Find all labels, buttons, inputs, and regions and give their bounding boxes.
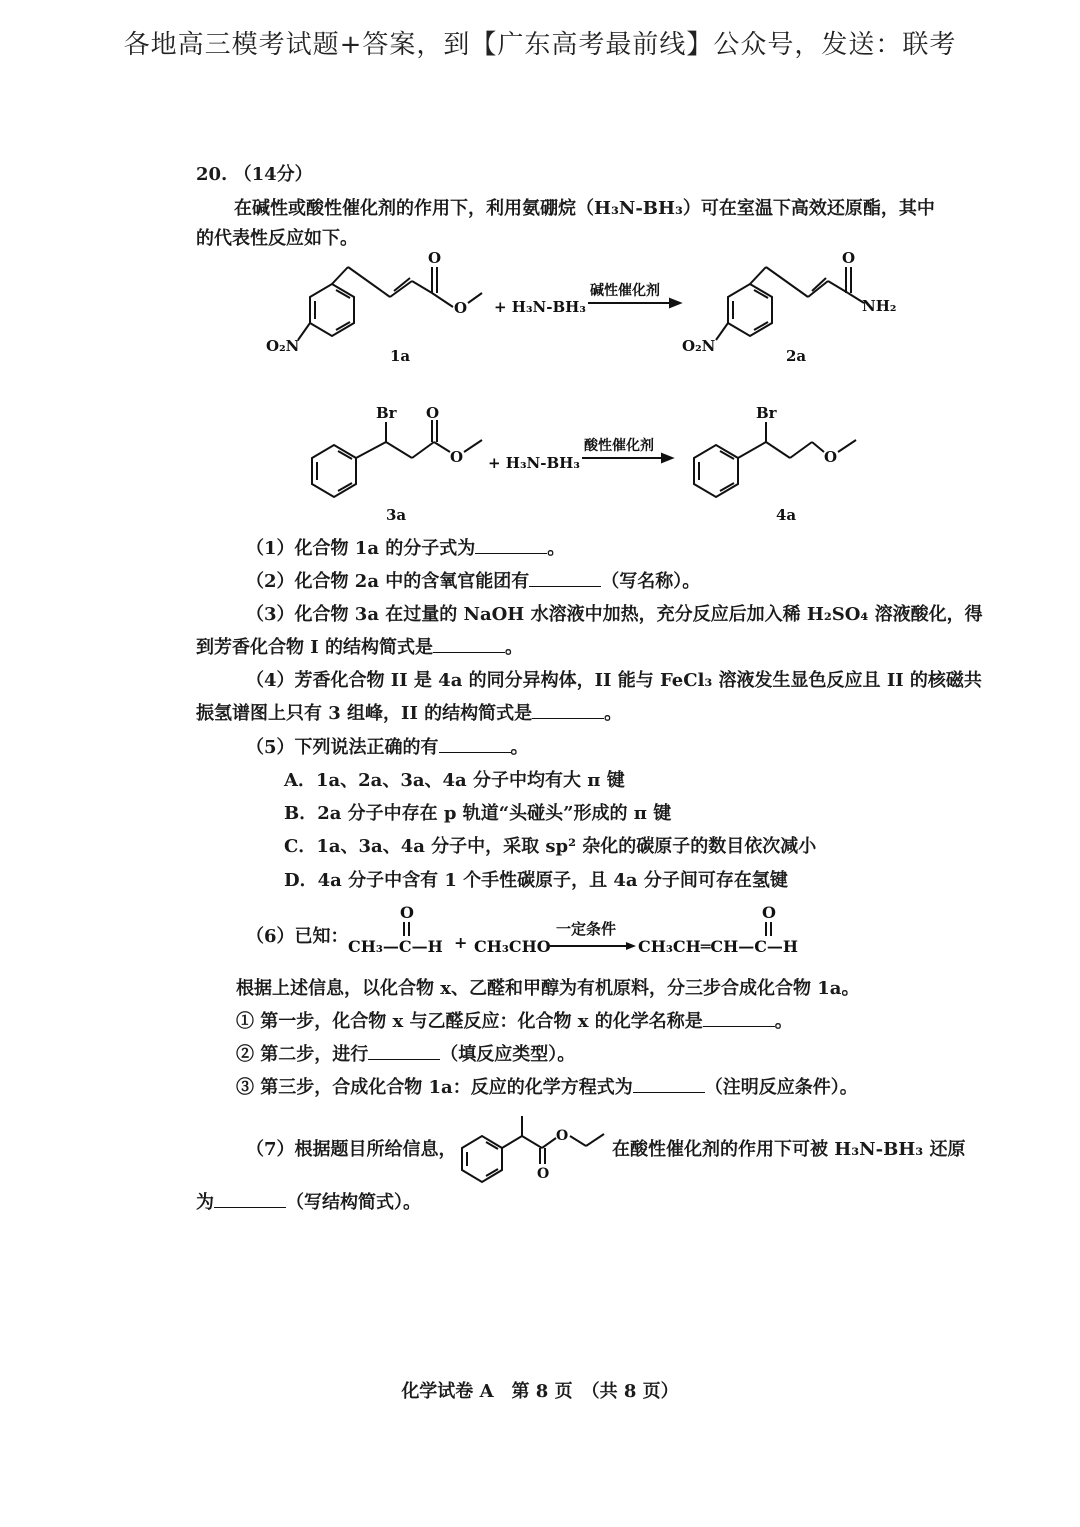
3a-carbonyl-o: O bbox=[426, 404, 440, 422]
question-points: （14分） bbox=[233, 164, 313, 185]
4a-br: Br bbox=[756, 404, 777, 422]
part-3-suffix: 。 bbox=[504, 637, 523, 658]
part-6-prefix: （6）已知： bbox=[246, 926, 349, 947]
intro-line-1: 在碱性或酸性催化剂的作用下，利用氨硼烷（H₃N-BH₃）可在室温下高效还原酯，其中 bbox=[234, 198, 935, 219]
step-3-text: ③ 第三步，合成化合物 1a：反应的化学方程式为 bbox=[236, 1077, 633, 1098]
part-7-structure bbox=[452, 1108, 612, 1184]
p7-carbonyl-o: O bbox=[537, 1166, 550, 1182]
part-1-blank bbox=[475, 535, 547, 554]
option-b: B．2a 分子中存在 p 轨道“头碰头”形成的 π 键 bbox=[284, 803, 672, 824]
part-4-suffix: 。 bbox=[604, 703, 623, 724]
option-c: C．1a、3a、4a 分子中，采取 sp² 杂化的碳原子的数目依次减小 bbox=[284, 836, 817, 857]
part-6-step-2 bbox=[236, 1040, 575, 1066]
part-6-reaction bbox=[340, 898, 830, 962]
question-heading bbox=[196, 160, 313, 186]
part-4-blank bbox=[532, 700, 604, 719]
part-3-line-1: （3）化合物 3a 在过量的 NaOH 水溶液中加热，充分反应后加入稀 H₂SO₄ 溶液酸化，得 bbox=[246, 604, 983, 625]
step-1-blank bbox=[703, 1008, 775, 1027]
step-2-suffix: （填反应类型）。 bbox=[440, 1044, 576, 1065]
r1-reagent: + H₃N-BH₃ bbox=[494, 298, 586, 316]
part-2-text: （2）化合物 2a 中的含氧官能团有 bbox=[246, 571, 530, 592]
part-7-line-2 bbox=[196, 1188, 421, 1214]
step-1-suffix: 。 bbox=[774, 1011, 793, 1032]
label-3a: 3a bbox=[386, 506, 407, 524]
1a-carbonyl-o: O bbox=[428, 249, 442, 267]
step-1-text: ① 第一步，化合物 x 与乙醛反应：化合物 x 的化学名称是 bbox=[236, 1011, 703, 1032]
page-footer: 化学试卷 A 第 8 页 （共 8 页） bbox=[401, 1381, 679, 1402]
r2-reagent: + H₃N-BH₃ bbox=[488, 454, 580, 472]
p6-condition: 一定条件 bbox=[556, 920, 617, 938]
4a-ether-o: O bbox=[824, 448, 838, 466]
part-1-text: （1）化合物 1a 的分子式为 bbox=[246, 538, 476, 559]
1a-ester-o: O bbox=[454, 299, 468, 317]
p6-reactant-1: CH₃—C—H bbox=[348, 937, 443, 956]
part-5 bbox=[246, 733, 529, 759]
step-3-blank bbox=[633, 1074, 705, 1093]
label-2a: 2a bbox=[786, 347, 807, 365]
p7-ester-o: O bbox=[556, 1128, 569, 1144]
part-4-text: 振氢谱图上只有 3 组峰，II 的结构简式是 bbox=[196, 703, 533, 724]
part-7-blank bbox=[214, 1189, 286, 1208]
part-7-text: 为 bbox=[196, 1192, 214, 1213]
part-6-step-1 bbox=[236, 1007, 793, 1033]
part-3-blank bbox=[433, 634, 505, 653]
part-3-text: 到芳香化合物 I 的结构简式是 bbox=[196, 637, 433, 658]
3a-ester-o: O bbox=[450, 448, 464, 466]
2a-nh2: NH₂ bbox=[862, 297, 897, 315]
part-6-step-3 bbox=[236, 1073, 858, 1099]
part-1 bbox=[246, 534, 565, 560]
part-7-suffix: （写结构简式）。 bbox=[286, 1192, 421, 1213]
part-5-suffix: 。 bbox=[510, 737, 529, 758]
2a-no2: O₂N bbox=[682, 337, 716, 355]
step-3-suffix: （注明反应条件）。 bbox=[704, 1077, 858, 1098]
reaction-2-diagram bbox=[290, 400, 890, 530]
intro-line-2: 的代表性反应如下。 bbox=[196, 228, 358, 249]
part-5-text: （5）下列说法正确的有 bbox=[246, 737, 439, 758]
r2-catalyst: 酸性催化剂 bbox=[584, 438, 654, 454]
p6-plus: + bbox=[454, 933, 468, 952]
part-4-line-1: （4）芳香化合物 II 是 4a 的同分异构体，II 能与 FeCl₃ 溶液发生显色反应且 II 的核磁共 bbox=[246, 670, 982, 691]
p6-reactant-2: CH₃CHO bbox=[474, 937, 551, 956]
step-2-blank bbox=[368, 1041, 440, 1060]
part-3-line-2 bbox=[196, 633, 523, 659]
part-4-line-2 bbox=[196, 699, 622, 725]
part-2 bbox=[246, 567, 700, 593]
reaction-1-diagram bbox=[250, 245, 910, 375]
label-4a: 4a bbox=[776, 506, 797, 524]
1a-no2: O₂N bbox=[266, 337, 300, 355]
part-7-prefix: （7）根据题目所给信息， bbox=[246, 1139, 457, 1160]
2a-carbonyl-o: O bbox=[842, 249, 856, 267]
3a-br: Br bbox=[376, 404, 397, 422]
question-number: 20. bbox=[196, 164, 228, 185]
label-1a: 1a bbox=[390, 347, 411, 365]
part-5-blank bbox=[439, 734, 511, 753]
part-7-middle: 在酸性催化剂的作用下可被 H₃N-BH₃ 还原 bbox=[612, 1139, 966, 1160]
r1-catalyst: 碱性催化剂 bbox=[590, 283, 660, 299]
header-banner: 各地高三模考试题+答案，到【广东高考最前线】公众号，发送：联考 bbox=[123, 30, 957, 60]
part-2-blank bbox=[529, 568, 601, 587]
step-2-text: ② 第二步，进行 bbox=[236, 1044, 369, 1065]
p6-product: CH₃CH═CH—C—H bbox=[638, 937, 799, 956]
part-1-suffix: 。 bbox=[547, 538, 566, 559]
p6-r1-o: O bbox=[400, 903, 414, 922]
part-2-suffix: （写名称）。 bbox=[601, 571, 701, 592]
part-6-intro: 根据上述信息，以化合物 x、乙醛和甲醇为有机原料，分三步合成化合物 1a。 bbox=[236, 978, 860, 999]
option-d: D．4a 分子中含有 1 个手性碳原子，且 4a 分子间可存在氢键 bbox=[284, 870, 788, 891]
p6-product-o: O bbox=[762, 903, 776, 922]
option-a: A．1a、2a、3a、4a 分子中均有大 π 键 bbox=[284, 770, 625, 791]
